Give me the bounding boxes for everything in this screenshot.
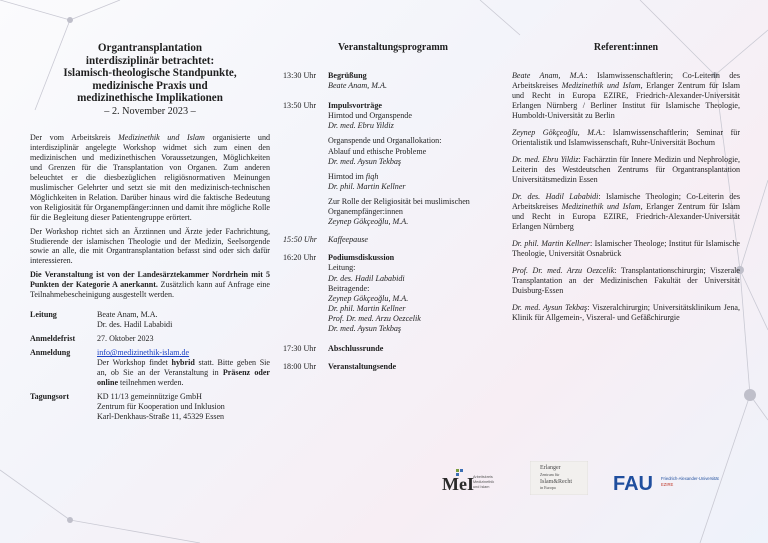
speaker-entry: Dr. phil. Martin Kellner: Islamischer Theologe; Institut für Islamische Theologie, Universität Osnabrück — [512, 239, 740, 258]
speaker-entry: Beate Anam, M.A.: Islamwissenschaftlerin; Co-Leiterin des Arbeitskreises Medizinethik und Islam, Erlanger Zentrum für Islam und Recht in Europa EZIRE, Friedrich-Alexander-Universität Erlangen Nürnberg / Berliner Institut für Islamische Theologie, Humboldt-Universität zu Berlin — [512, 71, 741, 120]
program-column — [283, 42, 503, 372]
event-title: Organtransplantation interdisziplinär betrachtet: Islamisch-theologische Standpunkte, medizinische Praxis und medizinethische Implikationen — [63, 42, 237, 105]
svg-text:in Europa: in Europa — [540, 485, 556, 490]
email-link[interactable]: info@medizinethik-islam.de — [97, 348, 190, 358]
svg-text:und Islam: und Islam — [473, 485, 490, 489]
venue-row: Tagungsort KD 11/13 gemeinnützige GmbH Zentrum für Kooperation und Inklusion Karl-Denkhaus-Straße 11, 45329 Essen — [30, 391, 225, 421]
speaker-entry: Zeynep Gökçeoğlu, M.A.: Islamwissenschaftlerin; Seminar für Orientalistik und Islamwissenschaft, Ruhr-Universität Bochum — [512, 128, 740, 147]
speaker-entry: Prof. Dr. med. Arzu Oezcelik: Transplantationschirurgin; Viszerale Transplantation an der Medizinischen Fakultät der Universität Duisburg-Essen — [512, 266, 740, 295]
registration-row: Anmeldung info@medizinethik-islam.de Der Workshop findet hybrid statt. Bitte geben Sie an, ob Sie an der Veranstaltung in Präsenz oder online teilnehmen werden. — [30, 348, 271, 387]
event-date: – 2. November 2023 – — [104, 105, 196, 117]
svg-text:Arbeitskreis: Arbeitskreis — [473, 475, 493, 479]
svg-text:EZIRE: EZIRE — [661, 482, 674, 487]
audience-paragraph: Der Workshop richtet sich an Ärztinnen und Ärzte jeder Fachrichtung, Studierende der islamischen Theologie und der Medizin, Seelsorgende sowie an alle, die mit Organtransplantation befasst sind oder sich dafür interessieren. — [30, 226, 270, 266]
deadline-row: Anmeldefrist 27. Oktober 2023 — [30, 334, 154, 344]
fau-logo — [613, 470, 725, 494]
ezire-logo — [530, 461, 588, 495]
program-slot: 18:00 Uhr Veranstaltungsende — [283, 362, 397, 372]
speaker-entry: Dr. des. Hadil Lababidi: Islamische Theologin; Co-Leiterin des Arbeitskreises Medizinethik und Islam, Erlanger Zentrum für Islam und Recht in Europa EZIRE, Friedrich-Alexander-Universität Erlangen Nürnberg — [512, 192, 740, 231]
svg-text:Erlanger: Erlanger — [540, 465, 561, 471]
speaker-entry: Dr. med. Ebru Yildiz: Fachärztin für Innere Medizin und Nephrologie, Leiterin des Westdeutschen Zentrums für Organtransplantation Universitätsmedizin Essen — [512, 155, 740, 184]
program-slot: 15:50 Uhr Kaffeepause — [283, 235, 369, 245]
svg-text:FAU: FAU — [613, 473, 653, 494]
event-info — [30, 310, 270, 422]
mei-logo — [440, 468, 508, 494]
svg-text:MeI: MeI — [442, 474, 474, 494]
accreditation-paragraph: Die Veranstaltung ist von der Landesärztekammer Nordrhein mit 5 Punkten der Kategorie A anerkannt. Zusätzlich kann auf Anfrage eine Teilnahmebescheinigung ausgestellt werden. — [30, 270, 270, 300]
intro-paragraph: Der vom Arbeitskreis Medizinethik und Islam organisierte und interdisziplinär angelegte Workshop widmet sich zum einen den medizinischen und medizinethischen Voraussetzungen, Möglichkeiten und Grenzen für die Transplantation von Organen. Zum anderen beleuchtet er die diesbezüglichen religiösnormativen Meinungen muslimischer Gelehrter und setzt sie mit den medizinisch-technischen Möglichkeiten in Relation. Darüber hinaus wird die faktische Bedeutung von Religiosität für Organempfänger:innen und damit ihre mögliche Rolle für die Begleitung dieser Patientengruppe erörtert. — [30, 132, 270, 222]
program-slot: 13:50 Uhr Impulsvorträge Hirntod und Organspende Dr. med. Ebru Yildiz Organspende und Organallokation: Ablauf und ethische Probleme Dr. med. Aysun Tekbaş Hirntod im fiqh Dr. phil. Martin Kellner Zur Rolle der Religiosität bei muslimischen Organempfänger:innen Zeynep Gökçeoğlu, M.A. — [283, 101, 470, 227]
program-slot: 13:30 Uhr Begrüßung Beate Anam, M.A. — [283, 71, 387, 91]
program-slot: 16:20 Uhr Podiumsdiskussion Leitung: Dr. des. Hadil Lababidi Beitragende: Zeynep Gökçeoğlu, M.A. Dr. phil. Martin Kellner Prof. Dr. med. Arzu Oezcelik Dr. med. Aysun Tekbaş — [283, 253, 421, 333]
left-column — [30, 42, 270, 422]
leitung-row: Leitung Beate Anam, M.A. Dr. des. Hadil Lababidi — [30, 310, 173, 330]
speaker-entry: Dr. med. Aysun Tekbaş: Viszeralchirurgin; Universitätsklinikum Jena, Klinik für Allgemein-, Viszeral- und Gefäßchirurgie — [512, 303, 741, 322]
svg-text:Zentrum für: Zentrum für — [540, 472, 560, 477]
svg-text:Friedrich-Alexander-Universitä: Friedrich-Alexander-Universität — [661, 476, 719, 481]
speakers-heading: Referent:innen — [593, 42, 659, 53]
svg-text:Medizinethik: Medizinethik — [473, 480, 495, 484]
program-slot: 17:30 Uhr Abschlussrunde — [283, 344, 384, 354]
speakers-column — [512, 42, 740, 330]
program-heading: Veranstaltungsprogramm — [337, 42, 448, 53]
svg-text:Islam&Recht: Islam&Recht — [540, 479, 572, 485]
